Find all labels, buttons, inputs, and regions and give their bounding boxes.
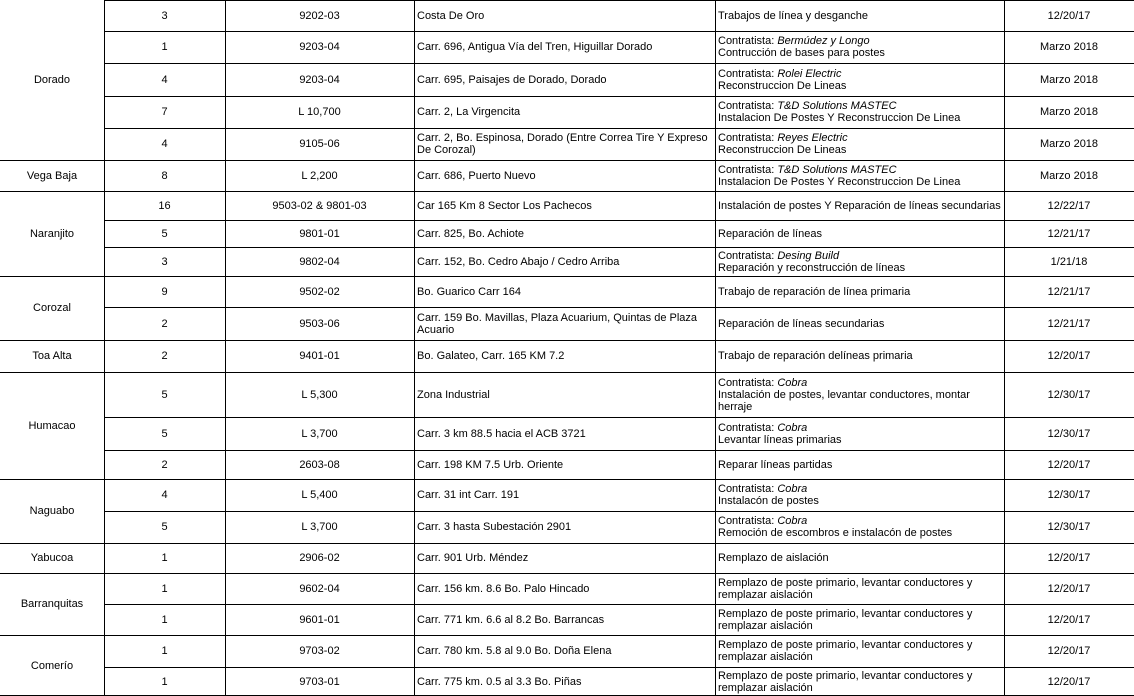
location-cell [414, 667, 715, 696]
work-description: Remplazo de poste primario, levantar conductores y remplazar aislación [718, 576, 973, 601]
circuit-id: L 3,700 [301, 427, 338, 440]
location-cell [414, 450, 715, 479]
location-text: Carr. 901 Urb. Méndez [417, 552, 529, 564]
work-description: Remplazo de aislación [718, 552, 829, 564]
circuit-id: 9203-04 [299, 41, 340, 53]
region-label: Corozal [33, 302, 71, 314]
contractor-line [718, 250, 839, 262]
contractor-line [718, 132, 848, 144]
count-cell [104, 543, 225, 573]
circuit-cell [225, 511, 414, 543]
region-name [0, 0, 104, 160]
crew-count: 1 [161, 645, 168, 657]
work-cell [715, 0, 1004, 31]
crew-count: 5 [161, 427, 168, 440]
count-cell [104, 128, 225, 160]
region-name [0, 191, 104, 276]
count-cell [104, 511, 225, 543]
count-cell [104, 667, 225, 696]
circuit-cell [225, 417, 414, 450]
location-cell [414, 247, 715, 276]
work-date: 12/20/17 [1047, 582, 1091, 595]
work-cell [715, 63, 1004, 96]
location-cell [414, 543, 715, 573]
date-cell [1004, 543, 1134, 573]
count-cell [104, 604, 225, 635]
work-date: 12/20/17 [1047, 613, 1091, 626]
count-cell [104, 191, 225, 220]
work-date: Marzo 2018 [1039, 106, 1099, 118]
crew-count: 7 [161, 106, 168, 118]
circuit-id: 9602-04 [299, 582, 340, 595]
work-description: Reparación de líneas secundarias [718, 317, 885, 330]
region-label: Dorado [33, 74, 71, 86]
work-cell [715, 372, 1004, 417]
location-cell [414, 372, 715, 417]
work-date: 12/20/17 [1047, 552, 1091, 564]
contractor-name: Bermúdez y Longo [777, 35, 870, 47]
work-cell [715, 307, 1004, 340]
work-description: Reconstruccion De Lineas [718, 144, 847, 156]
region-name [0, 276, 104, 340]
date-cell [1004, 635, 1134, 667]
location-cell [414, 191, 715, 220]
work-date: 12/30/17 [1047, 521, 1091, 533]
date-cell [1004, 96, 1134, 128]
circuit-id: 9802-04 [299, 255, 340, 268]
work-cell [715, 450, 1004, 479]
location-cell [414, 31, 715, 63]
circuit-cell [225, 573, 414, 604]
circuit-cell [225, 96, 414, 128]
crew-count: 5 [161, 227, 168, 240]
work-description: Remplazo de poste primario, levantar conductores y remplazar aislación [718, 607, 973, 632]
contractor-line [718, 515, 807, 527]
work-description: Instalacion De Postes Y Reconstruccion De Linea [718, 175, 961, 188]
work-description: Reconstruccion De Lineas [718, 79, 847, 92]
work-date: 12/20/17 [1047, 458, 1091, 471]
crew-count: 8 [161, 169, 168, 182]
work-date: 12/21/17 [1047, 317, 1091, 330]
region-label: Naguabo [29, 505, 75, 517]
circuit-cell [225, 63, 414, 96]
work-cell [715, 511, 1004, 543]
work-cell [715, 479, 1004, 511]
work-cell [715, 417, 1004, 450]
date-cell [1004, 0, 1134, 31]
contractor-line [718, 483, 807, 495]
circuit-cell [225, 667, 414, 696]
contractor-name: Cobra [777, 421, 808, 434]
location-cell [414, 511, 715, 543]
date-cell [1004, 604, 1134, 635]
work-description: Contrucción de bases para postes [718, 47, 885, 59]
work-date: 12/20/17 [1047, 645, 1091, 657]
contractor-line [718, 422, 807, 434]
contractor-prefix: Contratista: [718, 67, 775, 80]
location-text: Carr. 696, Antigua Vía del Tren, Higuillar Dorado [417, 41, 653, 53]
region-name [0, 340, 104, 372]
circuit-cell [225, 31, 414, 63]
work-date: Marzo 2018 [1039, 138, 1099, 150]
circuit-id: 9801-01 [299, 227, 340, 240]
work-date: 12/30/17 [1047, 427, 1091, 440]
circuit-cell [225, 372, 414, 417]
work-description: Trabajo de reparación delíneas primaria [718, 350, 913, 362]
circuit-id: 9105-06 [299, 138, 340, 150]
region-name [0, 479, 104, 543]
contractor-prefix: Contratista: [718, 132, 775, 144]
crew-count: 9 [161, 285, 168, 298]
location-cell [414, 340, 715, 372]
location-cell [414, 417, 715, 450]
crew-count: 3 [161, 9, 168, 22]
circuit-id: 9601-01 [299, 613, 340, 626]
region-label: Humacao [28, 419, 76, 432]
crew-count: 4 [161, 73, 168, 86]
region-name [0, 160, 104, 191]
location-text: Zona Industrial [417, 388, 490, 401]
count-cell [104, 276, 225, 307]
work-cell [715, 96, 1004, 128]
date-cell [1004, 340, 1134, 372]
region-name [0, 372, 104, 479]
circuit-id: L 5,400 [301, 489, 338, 501]
work-description: Instalacion De Postes Y Reconstruccion De Linea [718, 112, 961, 124]
count-cell [104, 573, 225, 604]
circuit-id: L 3,700 [301, 521, 338, 533]
work-description: Instalación de postes, levantar conductores, montar herraje [718, 388, 970, 413]
crew-count: 1 [161, 613, 168, 626]
circuit-id: 9401-01 [299, 350, 340, 362]
region-label: Toa Alta [32, 350, 72, 362]
work-cell [715, 191, 1004, 220]
count-cell [104, 340, 225, 372]
work-cell [715, 220, 1004, 247]
location-cell [414, 0, 715, 31]
crew-count: 2 [161, 350, 168, 362]
count-cell [104, 0, 225, 31]
work-description: Reparar líneas partidas [718, 458, 833, 471]
location-cell [414, 160, 715, 191]
count-cell [104, 160, 225, 191]
contractor-name: T&D Solutions MASTEC [777, 163, 897, 176]
circuit-id: L 10,700 [298, 106, 341, 118]
work-date: 12/21/17 [1047, 285, 1091, 298]
contractor-line [718, 35, 870, 47]
circuit-cell [225, 191, 414, 220]
location-cell [414, 573, 715, 604]
work-description: Instalacón de postes [718, 495, 819, 507]
location-cell [414, 604, 715, 635]
crew-count: 5 [161, 521, 168, 533]
work-date: 12/30/17 [1047, 489, 1091, 501]
count-cell [104, 479, 225, 511]
contractor-name: Cobra [777, 515, 808, 527]
work-date: 12/20/17 [1047, 675, 1091, 688]
circuit-id: 2603-08 [299, 458, 340, 471]
work-cell [715, 276, 1004, 307]
location-text: Carr. 825, Bo. Achiote [417, 227, 525, 240]
work-date: 12/20/17 [1047, 350, 1091, 362]
crew-count: 16 [158, 199, 171, 212]
count-cell [104, 63, 225, 96]
contractor-prefix: Contratista: [718, 35, 775, 47]
contractor-line [718, 68, 842, 80]
location-text: Carr. 198 KM 7.5 Urb. Oriente [417, 458, 564, 471]
location-text: Bo. Guarico Carr 164 [417, 285, 521, 298]
location-cell [414, 220, 715, 247]
circuit-id: 9703-02 [299, 645, 340, 657]
location-text: Carr. 31 int Carr. 191 [417, 489, 520, 501]
work-description: Levantar líneas primarias [718, 433, 842, 446]
circuit-id: 9203-04 [299, 73, 340, 86]
date-cell [1004, 417, 1134, 450]
work-cell [715, 160, 1004, 191]
contractor-prefix: Contratista: [718, 249, 775, 262]
work-cell [715, 635, 1004, 667]
contractor-prefix: Contratista: [718, 376, 775, 389]
work-description: Reparación de líneas [718, 227, 822, 240]
location-text: Carr. 686, Puerto Nuevo [417, 169, 536, 182]
location-text: Carr. 3 km 88.5 hacia el ACB 3721 [417, 427, 586, 440]
location-cell [414, 635, 715, 667]
location-cell [414, 276, 715, 307]
region-label: Barranquitas [20, 598, 84, 610]
contractor-name: Rolei Electric [777, 67, 842, 80]
work-cell [715, 604, 1004, 635]
contractor-prefix: Contratista: [718, 100, 775, 112]
count-cell [104, 307, 225, 340]
location-text: Car 165 Km 8 Sector Los Pachecos [417, 199, 592, 212]
contractor-prefix: Contratista: [718, 515, 775, 527]
circuit-id: 9503-06 [299, 317, 340, 330]
location-text: Carr. 780 km. 5.8 al 9.0 Bo. Doña Elena [417, 645, 612, 657]
circuit-cell [225, 307, 414, 340]
location-text: Carr. 775 km. 0.5 al 3.3 Bo. Piñas [417, 675, 582, 688]
count-cell [104, 96, 225, 128]
date-cell [1004, 479, 1134, 511]
location-text: Carr. 3 hasta Subestación 2901 [417, 521, 572, 533]
work-cell [715, 128, 1004, 160]
circuit-cell [225, 247, 414, 276]
crew-count: 1 [161, 675, 168, 688]
work-cell [715, 573, 1004, 604]
date-cell [1004, 573, 1134, 604]
date-cell [1004, 128, 1134, 160]
location-text: Carr. 695, Paisajes de Dorado, Dorado [417, 73, 607, 86]
circuit-cell [225, 604, 414, 635]
circuit-id: 9202-03 [299, 9, 340, 22]
count-cell [104, 220, 225, 247]
date-cell [1004, 667, 1134, 696]
location-cell [414, 307, 715, 340]
circuit-cell [225, 450, 414, 479]
date-cell [1004, 247, 1134, 276]
circuit-cell [225, 128, 414, 160]
location-cell [414, 479, 715, 511]
date-cell [1004, 31, 1134, 63]
date-cell [1004, 191, 1134, 220]
work-date: Marzo 2018 [1039, 169, 1099, 182]
contractor-line [718, 377, 807, 389]
circuit-cell [225, 543, 414, 573]
work-date: 12/21/17 [1047, 227, 1091, 240]
work-date: 12/30/17 [1047, 388, 1091, 401]
contractor-name: Cobra [777, 376, 808, 389]
circuit-id: L 5,300 [301, 388, 338, 401]
work-date: 1/21/18 [1050, 255, 1088, 268]
date-cell [1004, 511, 1134, 543]
region-name [0, 635, 104, 696]
circuit-id: 9503-02 & 9801-03 [272, 199, 367, 212]
location-text: Carr. 2, Bo. Espinosa, Dorado (Entre Correa Tire Y Expreso De Corozal) [417, 132, 708, 156]
work-description: Reparación y reconstrucción de líneas [718, 261, 906, 274]
circuit-cell [225, 220, 414, 247]
location-text: Bo. Galateo, Carr. 165 KM 7.2 [417, 350, 565, 362]
date-cell [1004, 450, 1134, 479]
crew-count: 4 [161, 489, 168, 501]
location-text: Carr. 156 km. 8.6 Bo. Palo Hincado [417, 582, 590, 595]
circuit-id: 9502-02 [299, 285, 340, 298]
contractor-name: T&D Solutions MASTEC [777, 100, 897, 112]
contractor-line [718, 164, 897, 176]
location-cell [414, 128, 715, 160]
date-cell [1004, 276, 1134, 307]
date-cell [1004, 307, 1134, 340]
crew-count: 1 [161, 41, 168, 53]
work-description: Remplazo de poste primario, levantar conductores y remplazar aislación [718, 639, 973, 663]
crew-count: 1 [161, 552, 168, 564]
crew-count: 3 [161, 255, 168, 268]
count-cell [104, 635, 225, 667]
region-label: Naranjito [29, 227, 75, 240]
date-cell [1004, 220, 1134, 247]
count-cell [104, 372, 225, 417]
work-description: Remplazo de poste primario, levantar conductores y remplazar aislación [718, 669, 973, 694]
work-description: Trabajo de reparación de línea primaria [718, 285, 911, 298]
region-label: Comerío [30, 659, 74, 672]
region-name [0, 573, 104, 635]
crew-count: 4 [161, 138, 168, 150]
crew-count: 2 [161, 317, 168, 330]
location-text: Costa De Oro [417, 9, 485, 22]
region-label: Yabucoa [30, 552, 74, 564]
location-text: Carr. 771 km. 6.6 al 8.2 Bo. Barrancas [417, 613, 605, 626]
contractor-prefix: Contratista: [718, 163, 775, 176]
location-text: Carr. 159 Bo. Mavillas, Plaza Acuarium, Quintas de Plaza Acuario [417, 311, 698, 336]
contractor-name: Cobra [777, 483, 808, 495]
location-cell [414, 63, 715, 96]
circuit-cell [225, 160, 414, 191]
contractor-line [718, 100, 897, 112]
work-date: 12/20/17 [1047, 9, 1091, 22]
crew-count: 1 [161, 582, 168, 595]
circuit-cell [225, 0, 414, 31]
work-date: Marzo 2018 [1039, 73, 1099, 86]
circuit-cell [225, 340, 414, 372]
work-description: Instalación de postes Y Reparación de líneas secundarias [718, 199, 1001, 212]
count-cell [104, 417, 225, 450]
work-date: 12/22/17 [1047, 199, 1091, 212]
count-cell [104, 247, 225, 276]
location-text: Carr. 152, Bo. Cedro Abajo / Cedro Arriba [417, 255, 620, 268]
date-cell [1004, 63, 1134, 96]
work-description: Remoción de escombros e instalacón de postes [718, 527, 953, 539]
work-cell [715, 667, 1004, 696]
count-cell [104, 31, 225, 63]
circuit-cell [225, 479, 414, 511]
work-cell [715, 247, 1004, 276]
date-cell [1004, 372, 1134, 417]
location-text: Carr. 2, La Virgencita [417, 106, 521, 118]
work-date: Marzo 2018 [1039, 41, 1099, 53]
location-cell [414, 96, 715, 128]
crew-count: 2 [161, 458, 168, 471]
contractor-name: Reyes Electric [777, 132, 848, 144]
crew-count: 5 [161, 388, 168, 401]
date-cell [1004, 160, 1134, 191]
region-label: Vega Baja [26, 169, 78, 182]
circuit-cell [225, 276, 414, 307]
circuit-id: 9703-01 [299, 675, 340, 688]
work-description: Trabajos de línea y desganche [718, 9, 869, 22]
work-cell [715, 340, 1004, 372]
circuit-id: L 2,200 [301, 169, 338, 182]
circuit-id: 2906-02 [299, 552, 340, 564]
contractor-name: Desing Build [777, 249, 840, 262]
count-cell [104, 450, 225, 479]
work-cell [715, 543, 1004, 573]
contractor-prefix: Contratista: [718, 421, 775, 434]
region-name [0, 543, 104, 573]
circuit-cell [225, 635, 414, 667]
contractor-prefix: Contratista: [718, 483, 775, 495]
work-cell [715, 31, 1004, 63]
